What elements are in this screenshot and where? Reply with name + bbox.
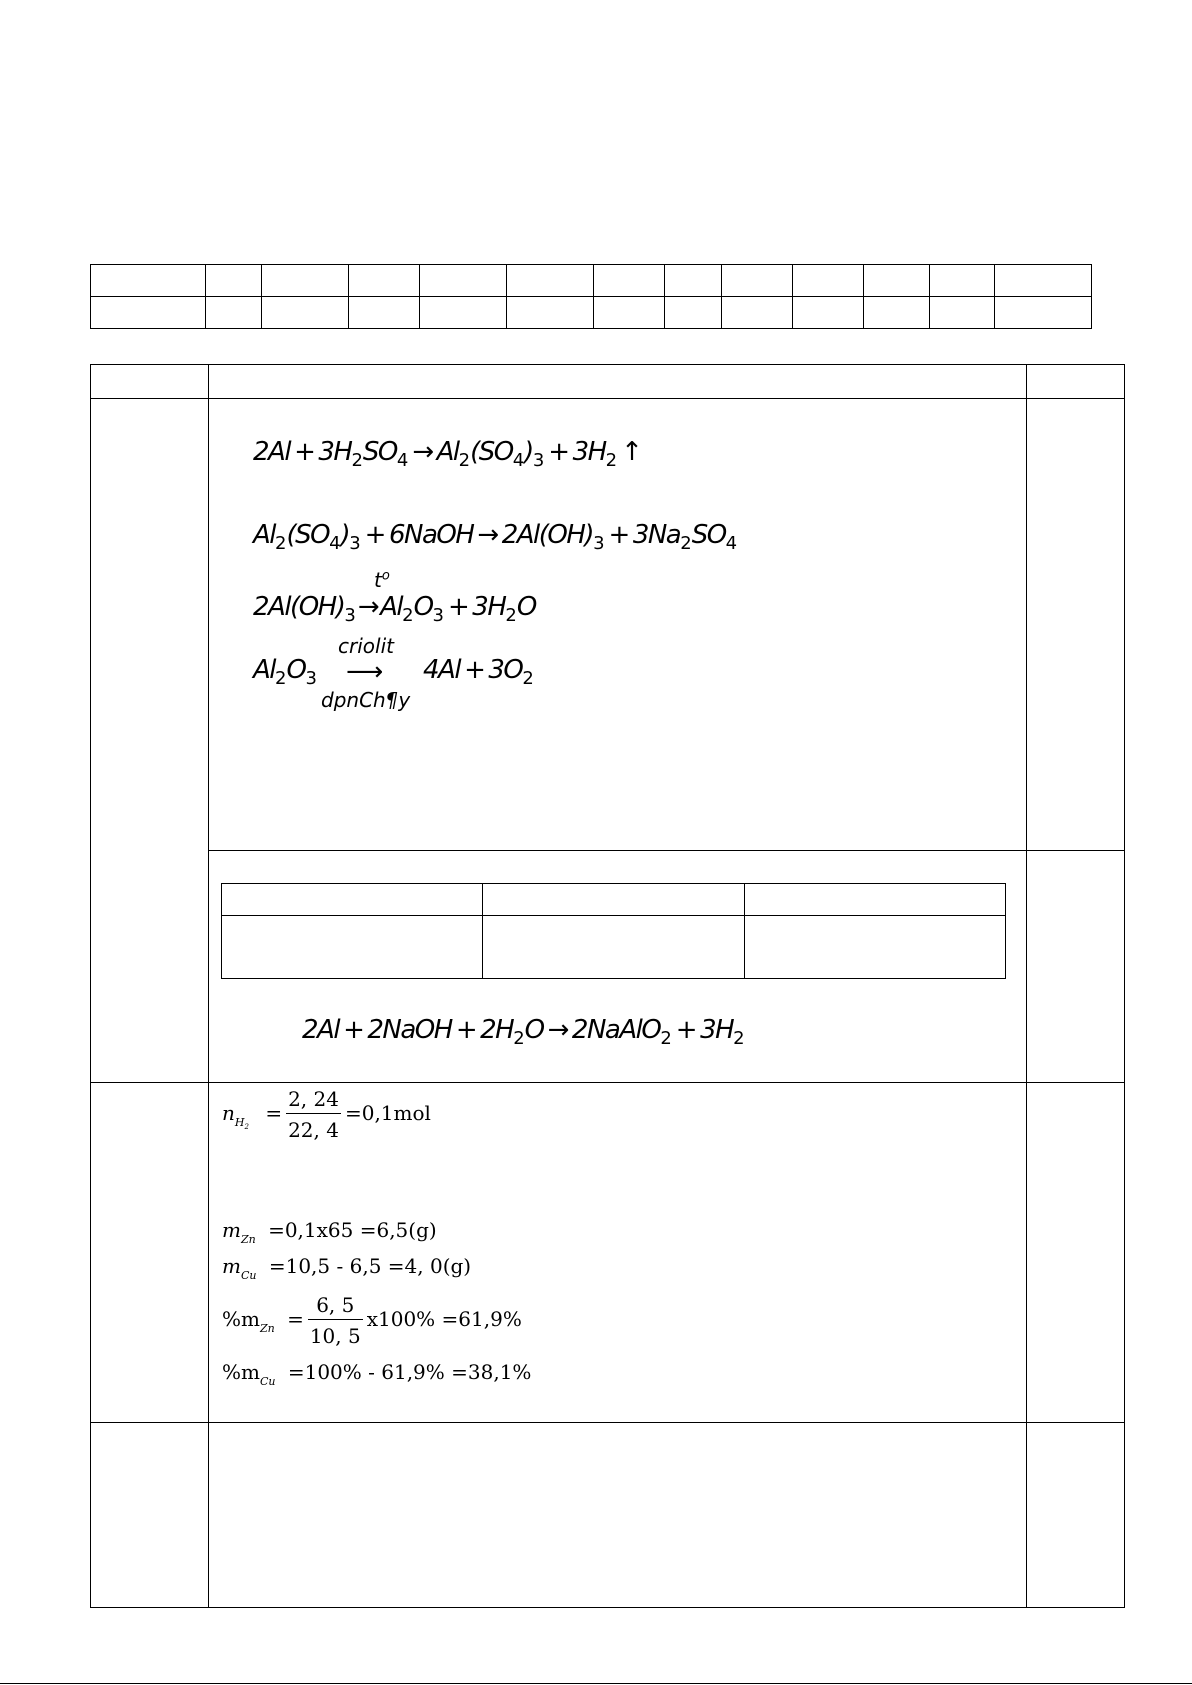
fraction-denominator: 22, 4 <box>288 1118 339 1142</box>
eq-subscript: 2 <box>458 450 471 471</box>
plus-sign: + <box>608 520 629 550</box>
eq-term: O <box>516 592 536 622</box>
eq-term: (SO <box>470 437 513 467</box>
eq-term: SO <box>691 520 726 550</box>
header-cell <box>209 365 1027 399</box>
footer-rule <box>0 1683 1192 1684</box>
calc-n-h2 <box>222 1087 431 1142</box>
grid-cell <box>793 265 864 297</box>
answer-grid <box>90 264 1092 329</box>
eq-term: Al <box>253 655 276 685</box>
eq-term: Al <box>436 437 459 467</box>
arrow-icon: → <box>357 592 379 622</box>
grid-cell <box>206 297 262 329</box>
calc-expression: x100% =61,9% <box>366 1307 522 1331</box>
grid-cell <box>206 265 262 297</box>
grid-cell <box>594 297 665 329</box>
grid-cell <box>930 297 995 329</box>
plus-sign: + <box>294 437 315 467</box>
calc-symbol: %m <box>222 1307 260 1331</box>
calc-result: =0,1mol <box>344 1101 431 1125</box>
inner-cell <box>744 884 1005 916</box>
heat-condition <box>374 568 390 592</box>
eq-term: ) <box>340 520 350 550</box>
eq-term: (SO <box>286 520 330 550</box>
eq-subscript: 3 <box>432 605 444 626</box>
equation-5 <box>302 1015 745 1049</box>
eq-subscript: 3 <box>349 533 361 554</box>
eq-subscript: 2 <box>605 450 618 471</box>
eq-term: 2Al(OH) <box>253 592 345 622</box>
equation-1 <box>253 437 645 471</box>
calc-subscript: Cu <box>259 1375 276 1388</box>
grid-cell <box>349 297 420 329</box>
fraction <box>308 1293 363 1348</box>
calc-m-cu <box>222 1254 471 1282</box>
score-cell <box>1027 1083 1125 1423</box>
calc-symbol: %m <box>222 1360 260 1384</box>
long-arrow-icon: ⟶ <box>346 657 382 687</box>
eq-term: O <box>413 592 433 622</box>
plus-sign: + <box>364 520 385 550</box>
grid-cell <box>665 265 722 297</box>
eq-term: 2Al <box>302 1015 340 1045</box>
grid-cell <box>507 265 594 297</box>
grid-cell <box>930 265 995 297</box>
condition-text: t <box>374 568 382 592</box>
grid-cell <box>262 265 349 297</box>
grid-cell <box>665 297 722 329</box>
equals-sign: = <box>287 1307 304 1331</box>
grid-cell <box>91 297 206 329</box>
grid-cell <box>722 265 793 297</box>
eq-term: SO <box>362 437 397 467</box>
eq-term: 2NaAlO <box>571 1015 661 1045</box>
eq-subscript: 4 <box>725 533 738 554</box>
calc-subscript: H <box>234 1116 245 1129</box>
eq-term: 2H <box>480 1015 514 1045</box>
eq-subscript: 4 <box>396 450 409 471</box>
arrow-icon: → <box>547 1015 568 1045</box>
plus-sign: + <box>448 592 469 622</box>
plus-sign: + <box>464 655 485 685</box>
header-cell <box>91 365 209 399</box>
eq-term: 2NaOH <box>367 1015 452 1045</box>
grid-cell <box>349 265 420 297</box>
eq-subscript: 3 <box>344 605 356 626</box>
condition-sup: o <box>381 568 390 584</box>
eq-subscript: 4 <box>329 533 341 554</box>
grid-cell <box>420 297 507 329</box>
grid-cell <box>507 297 594 329</box>
score-cell <box>1027 851 1125 1083</box>
eq-subscript: 2 <box>660 1028 672 1049</box>
grid-cell <box>864 297 930 329</box>
criolit-condition: criolit <box>338 634 394 658</box>
calc-expression: =10,5 - 6,5 =4, 0(g) <box>268 1254 472 1278</box>
grid-cell <box>995 297 1092 329</box>
calc-m-zn <box>222 1218 437 1246</box>
calc-pct-zn <box>222 1293 522 1348</box>
grid-cell <box>722 297 793 329</box>
electrolysis-condition: dpnCh¶y <box>321 688 411 712</box>
eq-term: 3Na <box>632 520 681 550</box>
eq-term: 2Al <box>253 437 291 467</box>
plus-sign: + <box>455 1015 477 1045</box>
grid-cell <box>594 265 665 297</box>
gas-arrow-icon: ↑ <box>621 437 642 467</box>
question-cell <box>91 399 209 1083</box>
eq-term: ) <box>524 437 533 467</box>
fraction <box>286 1087 341 1142</box>
eq-term: 3H <box>318 437 352 467</box>
question-cell <box>91 1083 209 1423</box>
eq-term: 3H <box>472 592 506 622</box>
plus-sign: + <box>548 437 569 467</box>
fraction-numerator: 6, 5 <box>308 1293 363 1320</box>
plus-sign: + <box>675 1015 697 1045</box>
eq-term: Al <box>380 592 403 622</box>
calc-subscript: Zn <box>259 1322 275 1335</box>
fraction-numerator: 2, 24 <box>286 1087 341 1114</box>
eq-subscript: 2 <box>513 1028 525 1049</box>
calc-symbol: m <box>222 1218 241 1242</box>
eq-term: O <box>286 655 306 685</box>
plus-sign: + <box>343 1015 364 1045</box>
eq-subscript: 3 <box>305 668 317 689</box>
grid-cell <box>793 297 864 329</box>
eq-term: O <box>524 1015 544 1045</box>
eq-term: 2Al(OH) <box>501 520 594 550</box>
arrow-icon: → <box>477 520 498 550</box>
calc-pct-cu <box>222 1360 531 1388</box>
arrow-icon: → <box>412 437 433 467</box>
grid-cell <box>995 265 1092 297</box>
grid-cell <box>91 265 206 297</box>
equation-4-left <box>253 655 317 689</box>
eq-term: 3O <box>488 655 523 685</box>
eq-subscript: 2 <box>275 533 287 554</box>
calc-subsubscript: 2 <box>244 1123 249 1131</box>
question-cell <box>91 1423 209 1608</box>
inner-cell <box>222 916 483 979</box>
eq-subscript: 3 <box>593 533 605 554</box>
eq-subscript: 2 <box>522 668 534 689</box>
score-cell <box>1027 1423 1125 1608</box>
inner-table <box>221 883 1006 979</box>
eq-term: 4Al <box>423 655 461 685</box>
eq-subscript: 3 <box>532 450 545 471</box>
calc-subscript: Cu <box>240 1269 257 1282</box>
eq-subscript: 2 <box>680 533 692 554</box>
fraction-denominator: 10, 5 <box>309 1324 361 1348</box>
header-cell <box>1027 365 1125 399</box>
eq-term: 3H <box>700 1015 734 1045</box>
eq-subscript: 2 <box>505 605 517 626</box>
equals-sign: = <box>265 1101 283 1125</box>
eq-term: 3H <box>572 437 606 467</box>
calc-symbol: m <box>222 1254 241 1278</box>
eq-subscript: 4 <box>512 450 525 471</box>
inner-cell <box>222 884 483 916</box>
grid-cell <box>262 297 349 329</box>
grid-cell <box>420 265 507 297</box>
grid-cell <box>864 265 930 297</box>
calc-symbol: n <box>222 1101 235 1125</box>
score-cell <box>1027 399 1125 851</box>
answer-cell <box>209 1423 1027 1608</box>
inner-cell <box>744 916 1005 979</box>
eq-term: 6NaOH <box>388 520 474 550</box>
calc-expression: =0,1x65 =6,5(g) <box>268 1218 437 1242</box>
equation-4-right <box>423 655 534 689</box>
calc-expression: =100% - 61,9% =38,1% <box>287 1360 532 1384</box>
eq-subscript: 2 <box>733 1028 745 1049</box>
calc-subscript: Zn <box>240 1233 256 1246</box>
eq-subscript: 2 <box>402 605 414 626</box>
eq-subscript: 2 <box>275 668 287 689</box>
equation-2 <box>253 520 737 554</box>
inner-cell <box>483 916 744 979</box>
eq-subscript: 2 <box>351 450 363 471</box>
equation-3 <box>253 592 536 626</box>
inner-cell <box>483 884 744 916</box>
eq-term: Al <box>253 520 276 550</box>
